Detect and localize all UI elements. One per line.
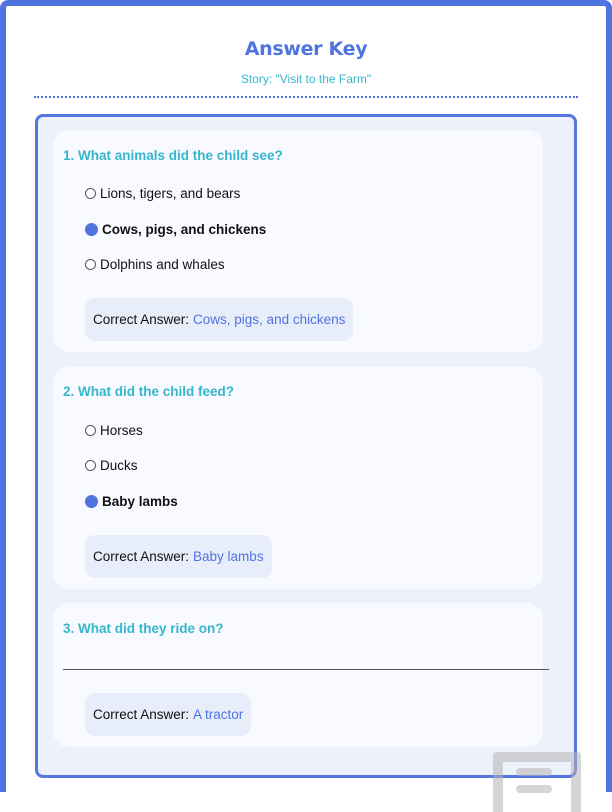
question-card-1 — [53, 130, 543, 352]
question-card-2 — [53, 367, 543, 589]
radio-filled-icon[interactable] — [85, 223, 98, 236]
option-label: Ducks — [100, 458, 138, 473]
radio-empty-icon[interactable] — [85, 460, 96, 471]
correct-answer-value: Baby lambs — [193, 549, 264, 564]
option-label: Cows, pigs, and chickens — [102, 222, 267, 237]
option-label: Dolphins and whales — [100, 257, 225, 272]
question-text: 3. What did they ride on? — [63, 621, 224, 636]
dotted-divider — [34, 96, 578, 98]
option-label: Baby lambs — [102, 494, 178, 509]
radio-empty-icon[interactable] — [85, 188, 96, 199]
correct-answer-value: A tractor — [193, 707, 244, 722]
option-horses[interactable] — [85, 423, 143, 438]
option-dolphins-whales[interactable] — [85, 257, 225, 272]
correct-answer-box — [85, 535, 272, 578]
watermark-bar — [516, 768, 552, 776]
question-text: 1. What animals did the child see? — [63, 148, 283, 163]
correct-answer-value: Cows, pigs, and chickens — [193, 312, 346, 327]
option-lions-tigers-bears[interactable] — [85, 186, 240, 201]
question-text: 2. What did the child feed? — [63, 384, 235, 399]
option-label: Lions, tigers, and bears — [100, 186, 241, 201]
radio-empty-icon[interactable] — [85, 259, 96, 270]
option-cows-pigs-chickens[interactable] — [85, 222, 266, 237]
questions-panel — [35, 114, 577, 778]
story-subtitle: Story: "Visit to the Farm" — [240, 72, 372, 86]
page-title: Answer Key — [244, 38, 368, 60]
answer-line[interactable] — [63, 669, 549, 670]
option-ducks[interactable] — [85, 458, 138, 473]
correct-answer-label: Correct Answer: — [93, 312, 190, 327]
question-card-3 — [53, 603, 543, 747]
option-baby-lambs[interactable] — [85, 494, 178, 509]
radio-empty-icon[interactable] — [85, 425, 96, 436]
correct-answer-box — [85, 298, 353, 341]
correct-answer-box — [85, 693, 251, 736]
option-label: Horses — [100, 423, 143, 438]
correct-answer-label: Correct Answer: — [93, 707, 190, 722]
watermark-icon — [493, 752, 581, 812]
correct-answer-label: Correct Answer: — [93, 549, 190, 564]
radio-filled-icon[interactable] — [85, 495, 98, 508]
